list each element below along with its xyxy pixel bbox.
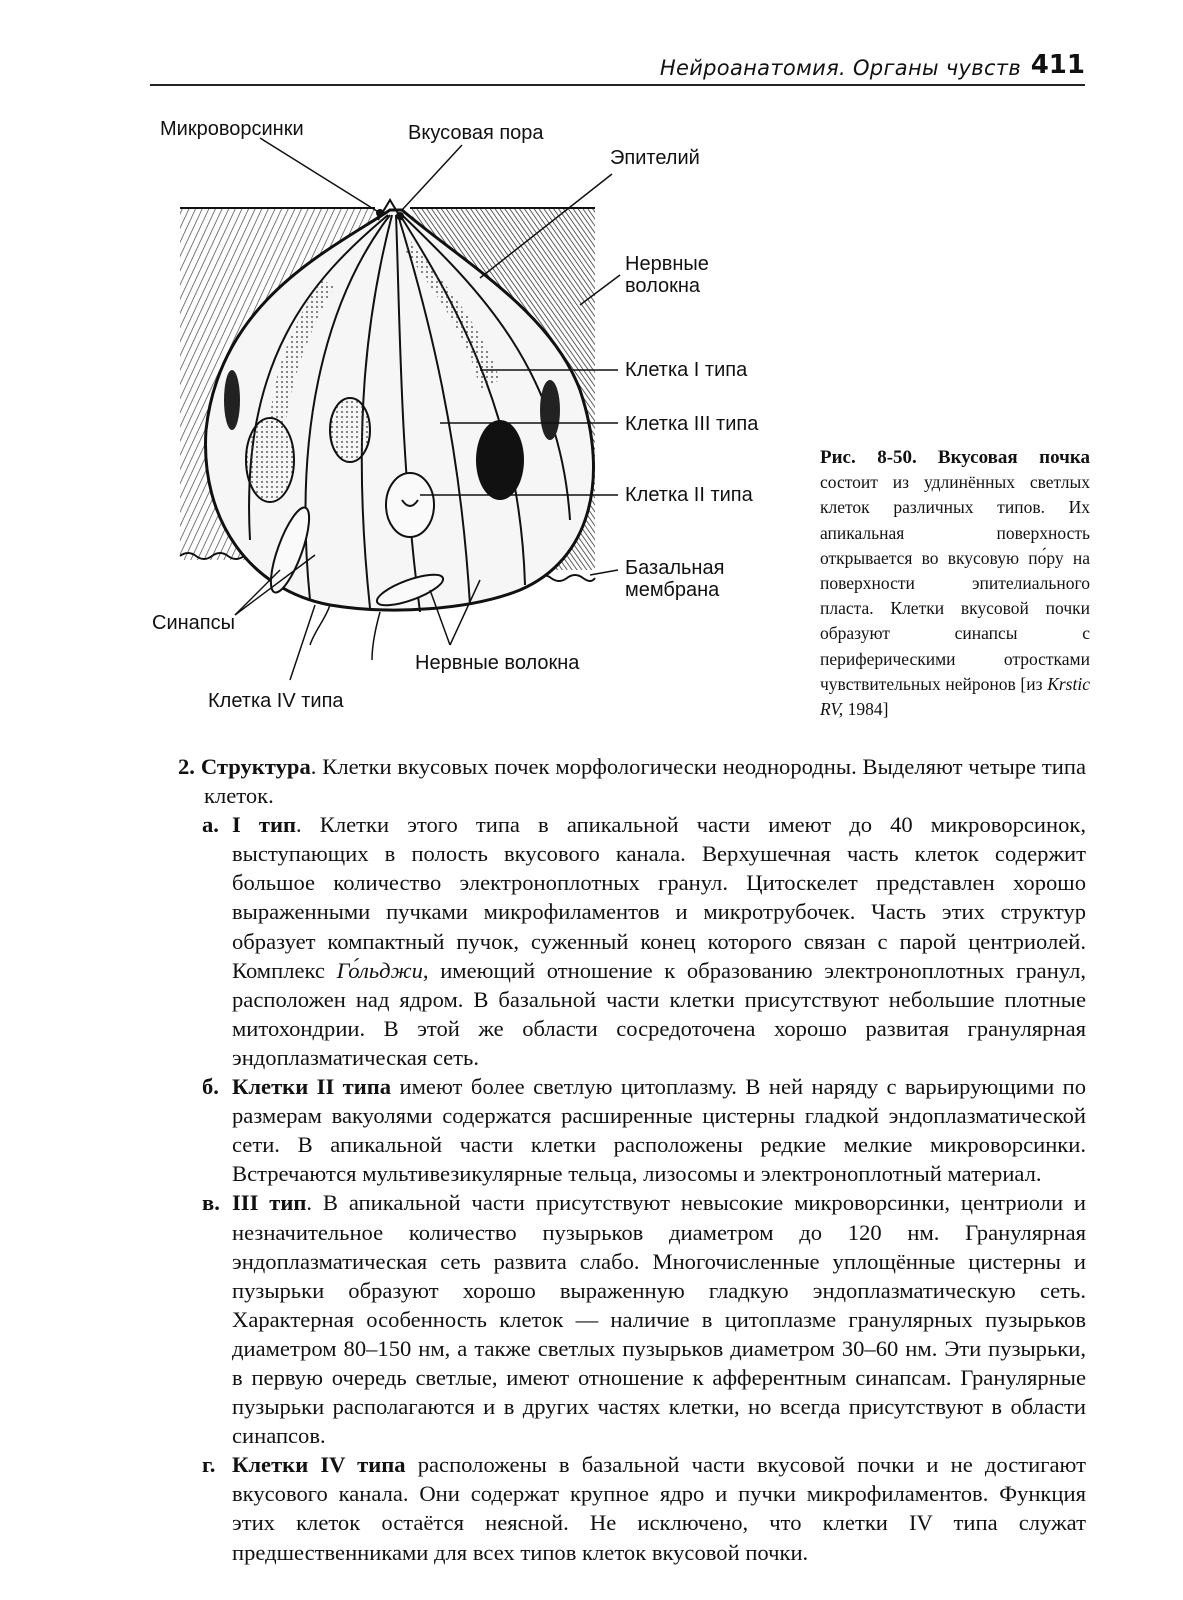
label-basal-membrane-1: Базальная [625, 557, 725, 579]
page-number: 411 [1030, 50, 1085, 80]
label-nerve-fibers-top-1: Нервные [625, 253, 709, 275]
leader-taste-pore [402, 145, 462, 210]
label-taste-pore: Вкусовая пора [408, 122, 544, 144]
list-text: имеют более светлую цитоплазму. В ней наряду с варьирующими по размерам вакуолями содержатся расширенные цистерны гладкой эндоплазматической сети. В апикальной части клетки расположены редкие мелкие микроворсинки. Встречаются мультивезикулярные тельца, лизосомы и электроноплотный материал. [232, 1074, 1086, 1187]
list-item-type-4 [178, 1450, 1086, 1566]
section-text: . Клетки вкусовых почек морфологически неоднородны. Выделяют четыре типа клеток. [204, 754, 1087, 809]
list-text-after: , имеющий отношение к образованию электроноплотных гранул, расположен над ядром. В базальной части клетки присутствуют небольшие плотные митохондрии. В этой же области сосредоточена хорошо развитая гранулярная эндоплазматическая сеть. [232, 957, 1087, 1070]
label-epithelium: Эпителий [610, 147, 700, 169]
caption-source: Krstic RV, [820, 673, 1090, 720]
caption-number: Рис. 8-50. [820, 447, 917, 468]
running-header [150, 52, 1085, 86]
list-text: . В апикальной части присутствуют невысокие микроворсинки, центриоли и незначительное количество пузырьков диаметром до 120 нм. Гранулярная эндоплазматическая сеть развита слабо. Многочисленные уплощённые цистерны и пузырьки образуют хорошо выраженную гладкую эндоплазматическую сеть. Характерная особенность клеток — наличие в цитоплазме гранулярных пузырьков диаметром 80–150 нм, а также светлых пузырьков диаметром 30–60 нм. Эти пузырьки, в первую очередь светлые, имеют отношение к афферентным синапсам. Гранулярные пузырьки располагаются и в других частях клетки, но всегда присутствуют в области синапсов. [232, 1190, 1086, 1449]
label-synapses: Синапсы [152, 612, 235, 634]
list-item-type-1 [178, 810, 1086, 1072]
section-number: 2. [178, 754, 195, 779]
list-term: III тип [232, 1190, 307, 1216]
body-text [178, 752, 1086, 1567]
golgi-term: Го́льджи [336, 957, 423, 983]
caption-title: Вкусовая почка [937, 447, 1090, 468]
list-item-type-2 [178, 1072, 1086, 1188]
label-microvilli: Микроворсинки [160, 118, 304, 140]
label-nerve-fibers-top-2: волокна [625, 275, 701, 297]
label-cell-type-2: Клетка II типа [625, 484, 753, 506]
section-title: Структура [200, 754, 311, 779]
leader-microvilli [260, 138, 380, 213]
taste-bud-figure [140, 100, 790, 740]
leader-basal-membrane [590, 570, 618, 575]
list-term: Клетки II типа [232, 1074, 392, 1100]
list-marker: в. [202, 1190, 220, 1216]
label-cell-type-3: Клетка III типа [625, 413, 759, 435]
label-cell-type-4: Клетка IV типа [208, 690, 344, 712]
list-term: I тип [232, 812, 297, 838]
list-marker: г. [202, 1452, 216, 1478]
list-marker: б. [202, 1074, 219, 1100]
label-nerve-fibers-bottom: Нервные волокна [415, 652, 580, 674]
header-section-title: Нейроанатомия. Органы чувств [659, 56, 1021, 80]
list-marker: а. [202, 812, 219, 838]
list-text: расположены в базальной части вкусовой почки и не достигают вкусового канала. Они содержат крупное ядро и пучки микрофиламентов. Функция этих клеток остаётся неясной. Не исключено, что клетки IV типа служат предшественниками для всех типов клеток вкусовой почки. [232, 1452, 1086, 1565]
caption-text: состоит из удлинённых светлых клеток различных типов. Их апикальная поверхность открывается во вкусовую по́ру на поверхности эпителиального пласта. Клетки вкусовой почки образуют синапсы с периферическими отростками чувствительных нейронов [из [820, 472, 1090, 694]
list-text: . Клетки этого типа в апикальной части имеют до 40 микроворсинок, выступающих в полость вкусового канала. Верхушечная часть клеток содержит большое количество электроноплотных гранул. Цитоскелет представлен хорошо выраженными пучками микрофиламентов и микротрубочек. Часть этих структур образует компактный пучок, суженный конец которого связан с парой центриолей. Комплекс [232, 812, 1086, 983]
section-paragraph [178, 752, 1086, 810]
list-term: Клетки IV типа [232, 1452, 406, 1478]
figure-caption [820, 445, 1090, 722]
label-cell-type-1: Клетка I типа [625, 359, 748, 381]
caption-year: 1984] [847, 699, 889, 720]
list-item-type-3 [178, 1188, 1086, 1450]
label-basal-membrane-2: мембрана [625, 579, 720, 601]
